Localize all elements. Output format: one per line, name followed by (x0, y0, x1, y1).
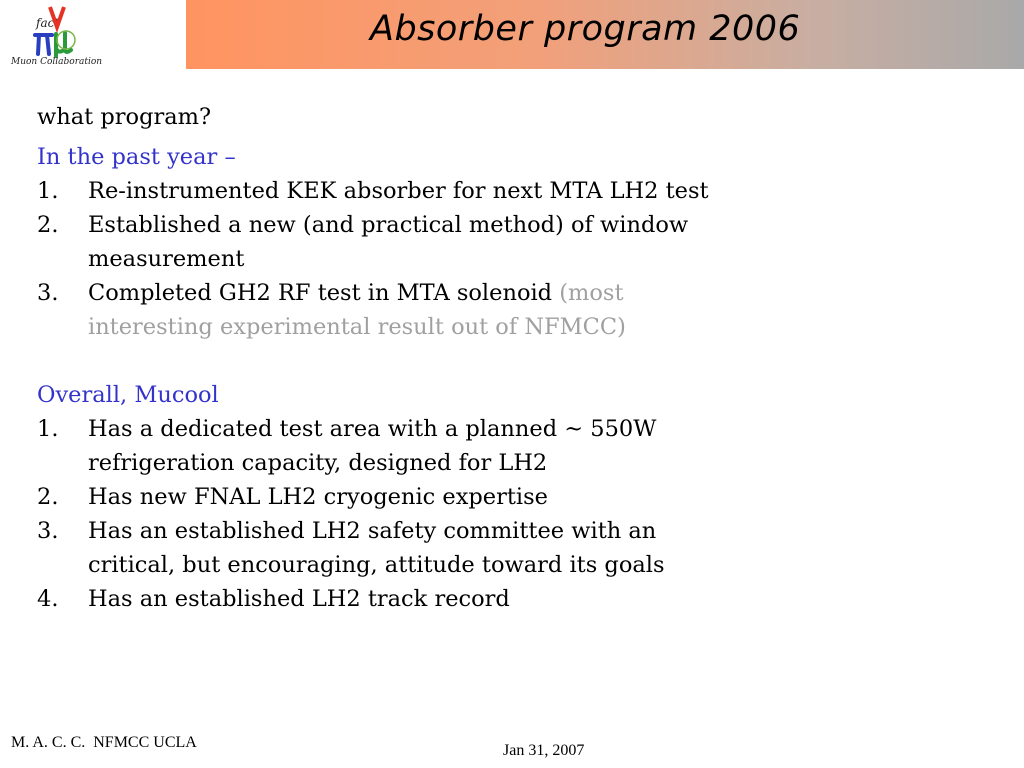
list-item (37, 276, 877, 344)
muon-collaboration-logo (0, 0, 186, 70)
logo-caption: Muon Collaboration (11, 57, 103, 67)
slide-title: Absorber program 2006 (370, 9, 801, 49)
list-item-text: Has an established LH2 safety committee with an (88, 518, 657, 544)
list-item (37, 582, 877, 616)
list-item-text-cont: measurement (88, 246, 245, 272)
list-item-main-text: Completed GH2 RF test in MTA solenoid (88, 280, 560, 306)
logo (0, 0, 186, 70)
list-item (37, 174, 877, 208)
list-number: 3. (37, 518, 59, 544)
footer-organization: M. A. C. C. NFMCC UCLA (11, 734, 197, 751)
list-item (37, 480, 877, 514)
section-spacer (37, 344, 877, 378)
list-number: 1. (37, 178, 59, 204)
list-number: 2. (37, 212, 59, 238)
past-year-list (37, 174, 877, 344)
list-item (37, 412, 877, 480)
list-number: 1. (37, 416, 59, 442)
list-item-text: Has new FNAL LH2 cryogenic expertise (88, 484, 548, 510)
logo-word: fact (36, 16, 60, 30)
overall-list (37, 412, 877, 616)
list-item-text (88, 276, 877, 310)
list-number: 3. (37, 280, 59, 306)
list-item-text-cont: refrigeration capacity, designed for LH2 (88, 450, 548, 476)
list-item (37, 514, 877, 582)
slide-body (37, 100, 877, 616)
intro-question: what program? (37, 104, 212, 130)
list-item-text: Re-instrumented KEK absorber for next MTA LH2 test (88, 178, 709, 204)
list-number: 4. (37, 586, 59, 612)
list-item-text-cont: critical, but encouraging, attitude toward its goals (88, 552, 665, 578)
muted-aside: (most (559, 280, 624, 306)
list-number: 2. (37, 484, 59, 510)
footer-date: Jan 31, 2007 (503, 742, 585, 759)
list-item (37, 208, 877, 276)
muted-aside-cont: interesting experimental result out of NFMCC) (88, 314, 626, 340)
pi-glyph (35, 35, 52, 54)
list-item-text: Has an established LH2 track record (88, 586, 510, 612)
list-item-text: Established a new (and practical method) of window (88, 212, 689, 238)
section-heading-past-year: In the past year – (37, 144, 236, 170)
list-item-text: Has a dedicated test area with a planned ~ 550W (88, 416, 657, 442)
section-heading-overall: Overall, Mucool (37, 382, 219, 408)
